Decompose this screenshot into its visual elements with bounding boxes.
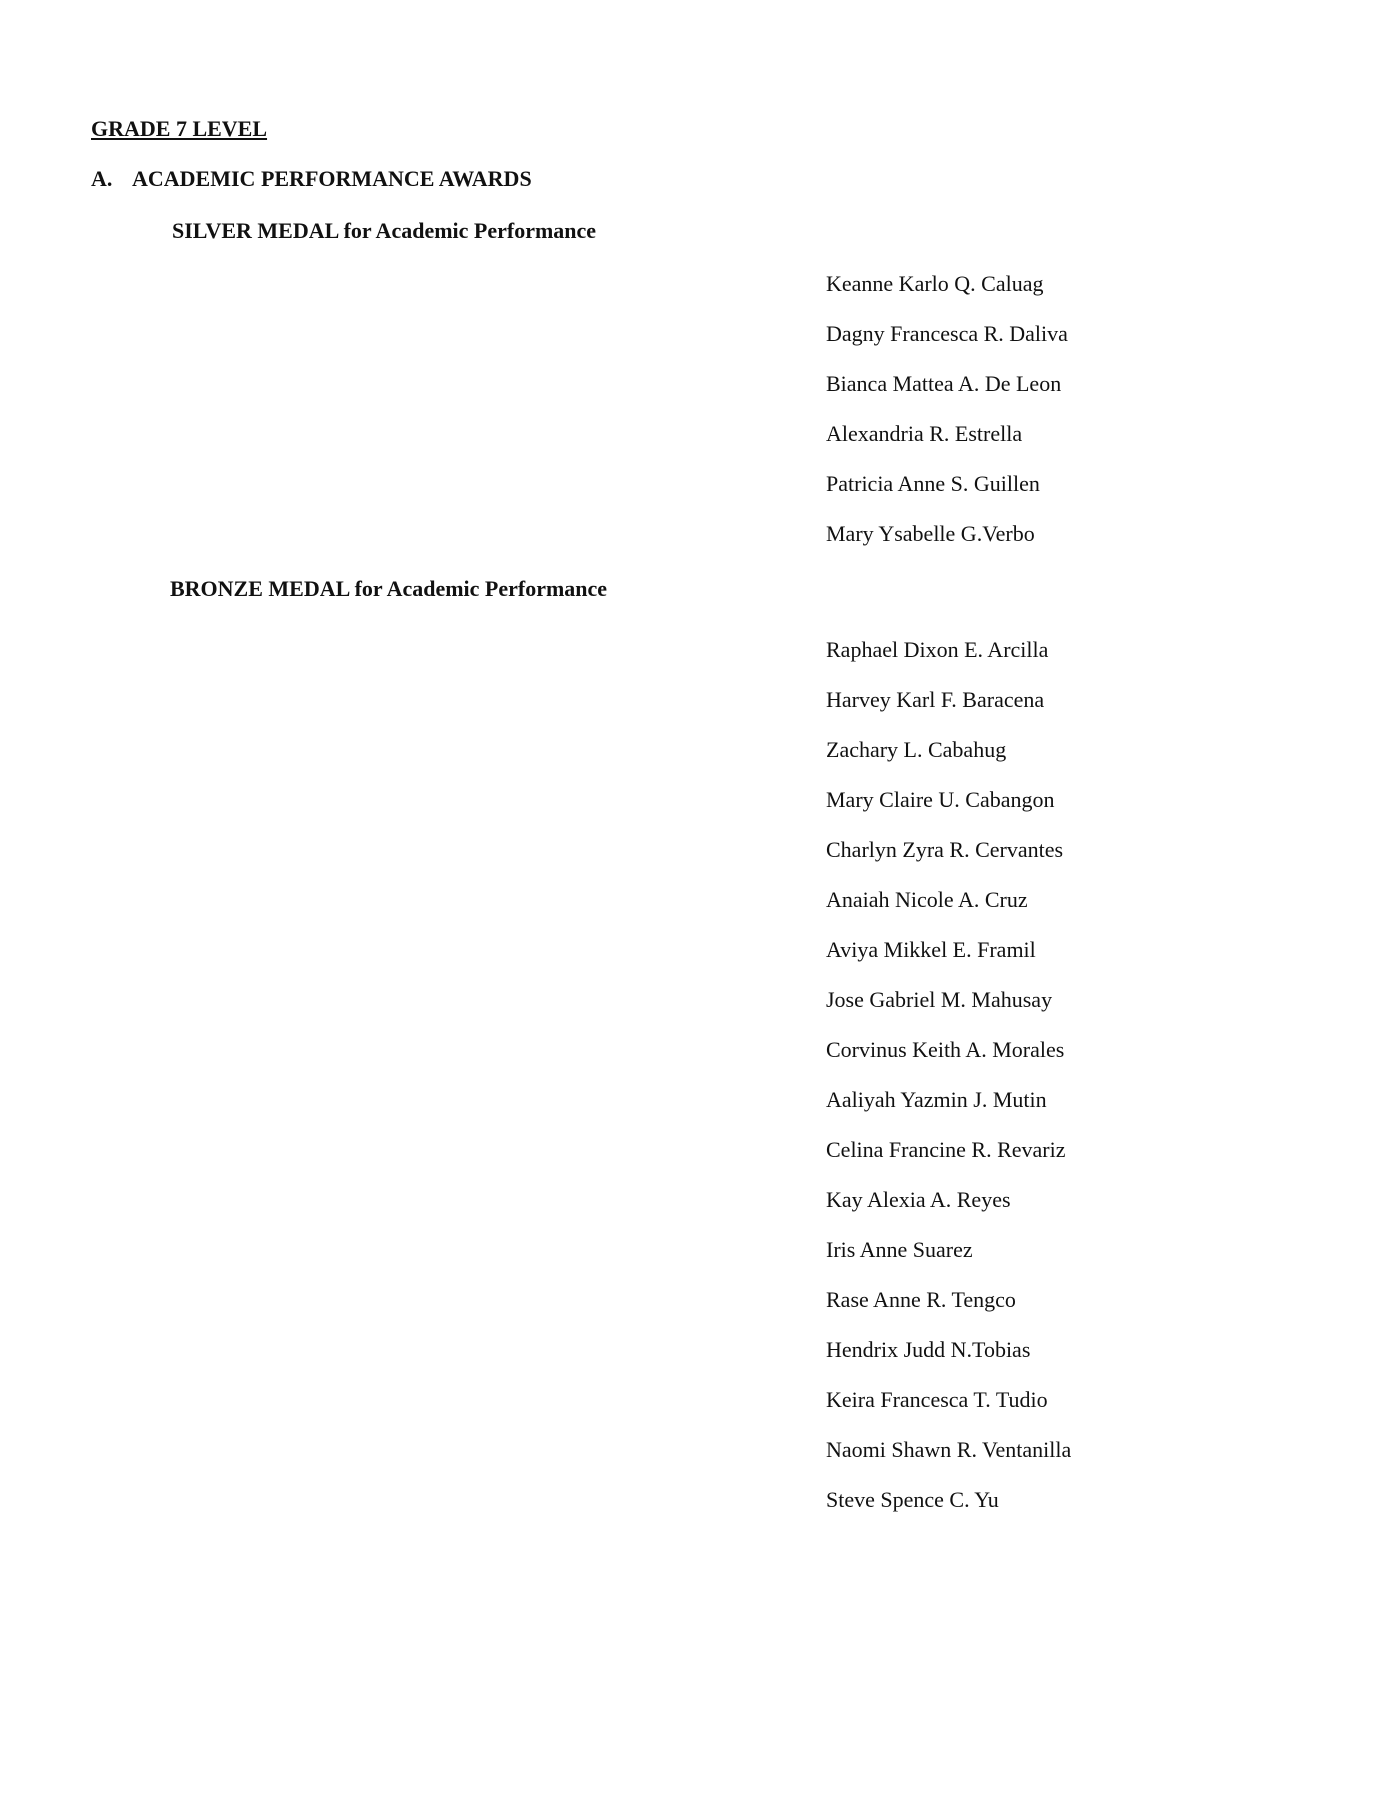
awardee-name: Zachary L. Cabahug xyxy=(826,737,1007,762)
awardee-name: Naomi Shawn R. Ventanilla xyxy=(826,1437,1072,1462)
awardee-name: Steve Spence C. Yu xyxy=(826,1487,999,1512)
page-title: GRADE 7 LEVEL xyxy=(91,116,268,141)
awardee-name: Patricia Anne S. Guillen xyxy=(826,471,1040,496)
awardee-name: Corvinus Keith A. Morales xyxy=(826,1037,1065,1062)
awardee-name: Kay Alexia A. Reyes xyxy=(826,1187,1011,1212)
awardee-name: Raphael Dixon E. Arcilla xyxy=(826,637,1049,662)
bronze-medal-name-list xyxy=(826,636,1071,1536)
awardee-name: Charlyn Zyra R. Cervantes xyxy=(826,837,1064,862)
awardee-name: Anaiah Nicole A. Cruz xyxy=(826,887,1028,912)
awardee-name: Aviya Mikkel E. Framil xyxy=(826,937,1036,962)
silver-medal-name-list xyxy=(826,270,1068,570)
awardee-name: Keira Francesca T. Tudio xyxy=(826,1387,1048,1412)
section-letter: A. xyxy=(91,166,113,191)
silver-medal-heading: SILVER MEDAL for Academic Performance xyxy=(172,218,597,243)
section-heading xyxy=(91,166,532,192)
awardee-name: Dagny Francesca R. Daliva xyxy=(826,321,1068,346)
awardee-name: Celina Francine R. Revariz xyxy=(826,1137,1066,1162)
awardee-name: Aaliyah Yazmin J. Mutin xyxy=(826,1087,1047,1112)
awardee-name: Mary Claire U. Cabangon xyxy=(826,787,1055,812)
awardee-name: Mary Ysabelle G.Verbo xyxy=(826,521,1035,546)
awardee-name: Keanne Karlo Q. Caluag xyxy=(826,271,1044,296)
awardee-name: Harvey Karl F. Baracena xyxy=(826,687,1045,712)
awardee-name: Iris Anne Suarez xyxy=(826,1237,973,1262)
awardee-name: Hendrix Judd N.Tobias xyxy=(826,1337,1031,1362)
awardee-name: Alexandria R. Estrella xyxy=(826,421,1023,446)
awardee-name: Jose Gabriel M. Mahusay xyxy=(826,987,1053,1012)
awardee-name: Bianca Mattea A. De Leon xyxy=(826,371,1062,396)
bronze-medal-heading: BRONZE MEDAL for Academic Performance xyxy=(170,576,608,601)
section-heading-text: ACADEMIC PERFORMANCE AWARDS xyxy=(132,166,532,191)
awardee-name: Rase Anne R. Tengco xyxy=(826,1287,1016,1312)
